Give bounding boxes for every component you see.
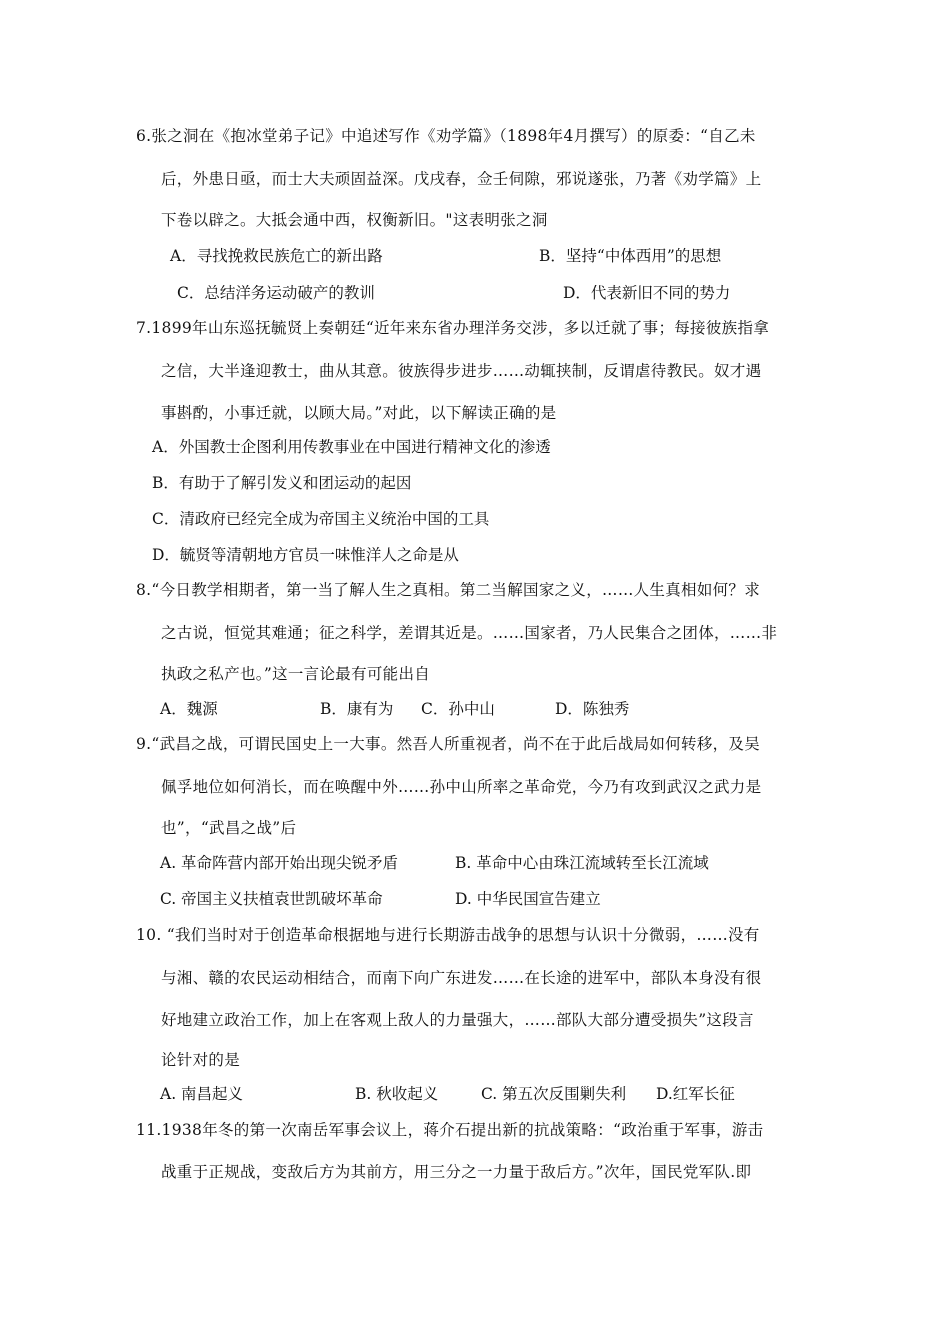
q10-option-a: A. 南昌起义 [160, 1085, 244, 1103]
q10-stem-line-4: 论针对的是 [161, 1051, 241, 1069]
q6-option-c: C．总结洋务运动破产的教训 [177, 284, 375, 302]
q9-option-b: B. 革命中心由珠江流域转至长江流域 [455, 854, 709, 872]
q6-option-a: A．寻找挽救民族危亡的新出路 [170, 247, 383, 265]
q8-option-c: C．孙中山 [421, 700, 495, 718]
q7-option-d: D．毓贤等清朝地方官员一味惟洋人之命是从 [152, 546, 459, 564]
q8-stem-line-2: 之古说，恒觉其难通；征之科学，差谓其近是。……国家者，乃人民集合之团体，……非 [161, 624, 778, 642]
q10-option-d: D.红军长征 [656, 1085, 735, 1103]
q6-stem-line-2: 后，外患日亟，而士大夫顽固益深。戊戌春，佥壬伺隙，邪说遂张，乃著《劝学篇》上 [161, 170, 762, 188]
q8-option-b: B．康有为 [320, 700, 394, 718]
q9-stem-line-2: 佩孚地位如何消长，而在唤醒中外……孙中山所率之革命党，今乃有攻到武汉之武力是 [161, 778, 762, 796]
q7-option-a: A．外国教士企图利用传教事业在中国进行精神文化的渗透 [152, 438, 551, 456]
q6-option-d: D．代表新旧不同的势力 [563, 284, 731, 302]
q7-stem-line-3: 事斟酌，小事迁就，以顾大局。”对此，以下解读正确的是 [161, 404, 557, 422]
q7-option-c: C．清政府已经完全成为帝国主义统治中国的工具 [152, 510, 490, 528]
q11-stem-line-1: 11.1938年冬的第一次南岳军事会议上，蒋介石提出新的抗战策略：“政治重于军事，游击 [136, 1121, 764, 1139]
q8-option-d: D．陈独秀 [555, 700, 630, 718]
q8-stem-line-1: 8.“今日教学相期者，第一当了解人生之真相。第二当解国家之义，……人生真相如何？求 [136, 581, 761, 599]
q10-stem-line-3: 好地建立政治工作，加上在客观上敌人的力量强大，……部队大部分遭受损失”这段言 [161, 1011, 754, 1029]
q7-stem-line-1: 7.1899年山东巡抚毓贤上奏朝廷“近年来东省办理洋务交涉，多以迁就了事；每接彼族指拿 [136, 319, 770, 337]
q8-option-a: A．魏源 [160, 700, 218, 718]
q9-option-d: D. 中华民国宣告建立 [455, 890, 601, 908]
q10-option-b: B. 秋收起义 [355, 1085, 439, 1103]
q6-option-b: B．坚持“中体西用”的思想 [539, 247, 722, 265]
q10-stem-line-2: 与湘、赣的农民运动相结合，而南下向广东进发……在长途的进军中，部队本身没有很 [161, 969, 762, 987]
q9-option-c: C. 帝国主义扶植袁世凯破坏革命 [160, 890, 383, 908]
q7-stem-line-2: 之信，大半逢迎教士，曲从其意。彼族得步进步……动辄挟制，反谓虐待教民。奴才遇 [161, 362, 762, 380]
q10-stem-line-1: 10. “我们当时对于创造革命根据地与进行长期游击战争的思想与认识十分微弱，……没有 [136, 926, 760, 944]
q11-stem-line-2: 战重于正规战，变敌后方为其前方，用三分之一力量于敌后方。”次年，国民党军队.即 [161, 1163, 752, 1181]
q6-stem-line-1: 6.张之洞在《抱冰堂弟子记》中追述写作《劝学篇》（1898年4月撰写）的原委：“自乙未 [136, 127, 756, 145]
q9-stem-line-1: 9.“武昌之战，可谓民国史上一大事。然吾人所重视者，尚不在于此后战局如何转移，及吴 [136, 735, 761, 753]
q9-stem-line-3: 也”，“武昌之战”后 [161, 819, 297, 837]
q8-stem-line-3: 执政之私产也。”这一言论最有可能出自 [161, 665, 431, 683]
q9-option-a: A. 革命阵营内部开始出现尖锐矛盾 [160, 854, 399, 872]
q7-option-b: B．有助于了解引发义和团运动的起因 [152, 474, 412, 492]
q10-option-c: C. 第五次反围剿失利 [481, 1085, 627, 1103]
q6-stem-line-3: 下卷以辟之。大抵会通中西，权衡新旧。"这表明张之洞 [161, 211, 548, 229]
